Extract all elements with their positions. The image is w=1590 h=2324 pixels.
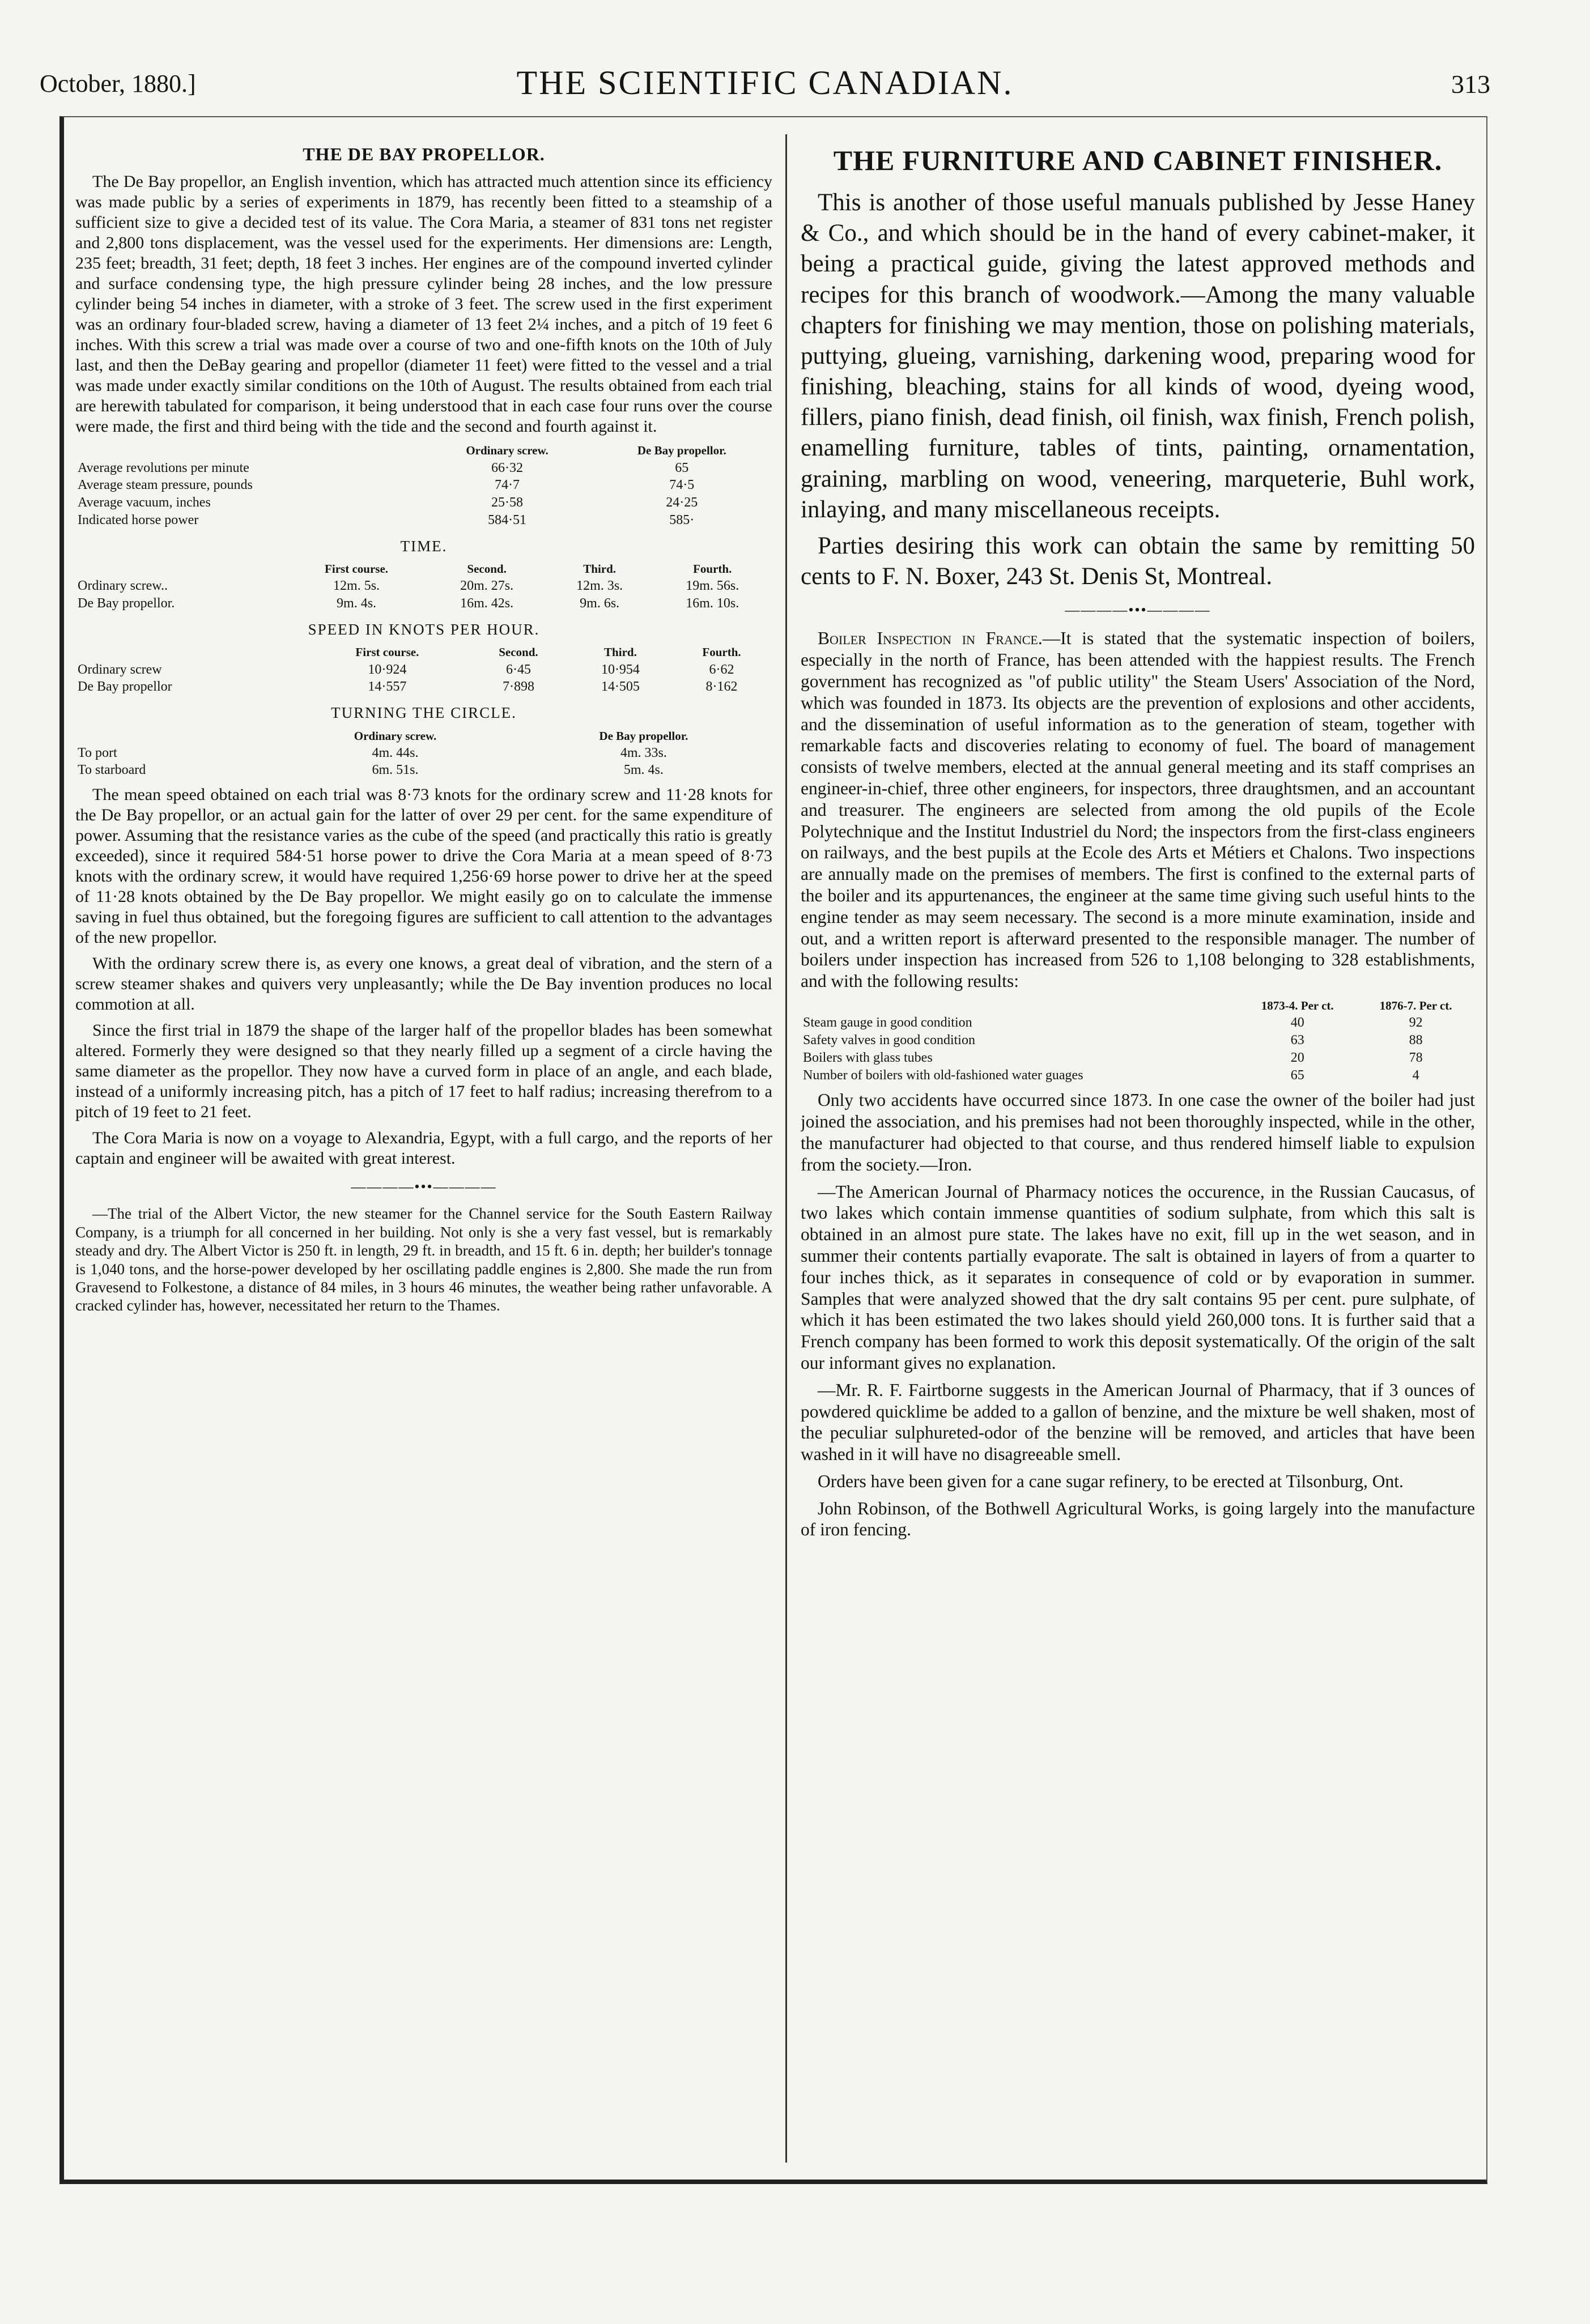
table-header-row <box>801 998 1475 1014</box>
table-cell: 10·954 <box>601 662 640 677</box>
table-cell: 6m. 51s. <box>372 763 419 778</box>
table-cell: Average revolutions per minute <box>78 460 249 475</box>
table-heading: TIME. <box>400 537 448 555</box>
table-cell: Indicated horse power <box>78 512 199 527</box>
column-header: Fourth. <box>693 562 732 576</box>
data-table <box>75 644 772 696</box>
column-header: Ordinary screw. <box>354 729 437 743</box>
paragraph: With the ordinary screw there is, as every one knows, a great deal of vibration, and the stern of a screw steamer shakes and quivers very unpleasantly; while the De Bay invention produces no local commotion at all. <box>75 954 772 1014</box>
table-row <box>801 1067 1475 1084</box>
table-cell: 25·58 <box>491 495 524 510</box>
table-cell: 7·898 <box>502 679 534 695</box>
table-cell: Steam gauge in good condition <box>803 1015 972 1031</box>
table-cell: 9m. 4s. <box>337 596 377 611</box>
paragraph: The mean speed obtained on each trial was 8·73 knots for the ordinary screw and 11·28 knots for the De Bay propellor, or an actual gain for the latter of over 29 per cent. for the same expenditure of power. Assuming that the resistance varies as the cube of the speed (and practically this ratio is greatly exceeded), since it required 584·51 horse power to drive the Cora Maria at a mean speed of 8·73 knots with the ordinary screw, it would have required 1,256·69 horse power to drive her at the speed of 11·28 knots obtained by the De Bay propellor. We might easily go on to calculate the immense saving in fuel thus obtained, but the foregoing figures are sufficient to call attention to the advantages of the new propellor. <box>75 785 772 947</box>
page-frame <box>59 116 1487 2184</box>
table-cell: 88 <box>1409 1032 1423 1048</box>
column-header: First course. <box>355 645 419 659</box>
table-cell: 20m. 27s. <box>460 578 514 594</box>
page-number: 313 <box>1451 70 1490 99</box>
paragraph: The Cora Maria is now on a voyage to Alexandria, Egypt, with a full cargo, and the reports of her captain and engineer will be awaited with great interest. <box>75 1129 772 1168</box>
paragraph: This is another of those useful manuals published by Jesse Haney & Co., and which should be in the hand of every cabinet-maker, it being a practical guide, giving the latest approved methods and recipes for this branch of woodwork.—Among the many valuable chapters for finishing we may mention, those on polishing materials, puttying, glueing, varnishing, darkening wood, preparing wood for finishing, bleaching, stains for all kinds of wood, dyeing wood, fillers, piano finish, dead finish, oil finish, wax finish, French polish, enamelling furniture, tables of tints, painting, ornamentation, graining, marbling on wood, veneering, marqueterie, Buhl work, inlaying, and many miscellaneous receipts. <box>801 189 1475 523</box>
column-header: De Bay propellor. <box>637 444 726 458</box>
column-header: Second. <box>467 562 507 576</box>
table-cell: 65 <box>675 460 689 475</box>
column-header: 1873-4. Per ct. <box>1261 998 1334 1012</box>
table-cell: Ordinary screw <box>78 662 162 677</box>
column-header <box>75 644 308 661</box>
column-header <box>75 442 423 459</box>
column-header: De Bay propellor. <box>599 729 688 743</box>
table-cell: Number of boilers with old-fashioned water guages <box>803 1067 1083 1083</box>
paragraph <box>801 628 1475 992</box>
table-row <box>75 577 772 595</box>
paragraph: —The trial of the Albert Victor, the new steamer for the Channel service for the South Eastern Railway Company, is a triumph for all concerned in her building. Not only is she a very fast vessel, but is remarkably steady and dry. The Albert Victor is 250 ft. in length, 29 ft. in breadth, and 15 ft. 6 in. depth; her builder's tonnage is 1,040 tons, and the horse-power developed by her oscillating paddle engines is 2,800. She made the run from Gravesend to Folkestone, a distance of 84 miles, in 3 hours 46 minutes, the weather being rather unfavorable. A cracked cylinder has, however, necessitated her return to the Thames. <box>75 1205 772 1314</box>
column-header <box>801 998 1238 1014</box>
column-header: Third. <box>604 645 637 659</box>
table-cell: To port <box>78 745 117 760</box>
table-row <box>75 476 772 494</box>
paragraph: The De Bay propellor, an English invention, which has attracted much attention since its efficiency was made public by a series of experiments in 1879, has recently been fitted to a steamship of a sufficient size to give a decided test of its value. The Cora Maria, a steamer of 831 tons net register and 2,800 tons displacement, was the vessel used for the experiments. Her dimensions are: Length, 235 feet; breadth, 31 feet; depth, 18 feet 3 inches. Her engines are of the compound inverted cylinder and surface condensing type, the high pressure cylinder being 28 inches, and the low pressure cylinder being 54 inches in diameter, with a stroke of 3 feet. The screw used in the first experiment was an ordinary four-bladed screw, having a diameter of 13 feet 2¼ inches, and a pitch of 19 feet 6 inches. With this screw a trial was made over a course of two and one-fifth knots on the 10th of July last, and then the DeBay gearing and propellor (diameter 11 feet) were fitted to the vessel and a trial was made under exactly similar conditions on the 10th of August. The results obtained from each trial are herewith tabulated for comparison, it being understood that in each case four runs over the course were made, the first and third being with the tide and the second and fourth against it. <box>75 172 772 436</box>
table-cell: 63 <box>1290 1032 1304 1048</box>
table-cell: 16m. 10s. <box>686 596 739 611</box>
table-header-row <box>75 728 772 744</box>
table-cell: 9m. 6s. <box>580 596 620 611</box>
table-cell: 66·32 <box>491 460 524 475</box>
column-header: Second. <box>499 645 538 659</box>
table-cell: 78 <box>1409 1050 1423 1065</box>
data-table <box>75 442 772 529</box>
column-header <box>75 728 275 744</box>
table-cell: Average steam pressure, pounds <box>78 478 253 493</box>
table-row <box>75 494 772 512</box>
table-cell: 12m. 5s. <box>333 578 380 594</box>
article-heading-furniture: THE FURNITURE AND CABINET FINISHER. <box>833 144 1443 176</box>
table-header-row <box>75 442 772 459</box>
paragraph: Since the first trial in 1879 the shape of the larger half of the propellor blades has been somewhat altered. Formerly they were designed so that they nearly filled up a segment of a circle having the same diameter as the propellor. They now have a curved form in place of an angle, and each blade, instead of a uniformly increasing pitch, has a pitch of 17 feet to half radius; increasing therefrom to a pitch of 19 feet to 21 feet. <box>75 1021 772 1122</box>
table-heading: TURNING THE CIRCLE. <box>331 704 517 722</box>
table-cell: 65 <box>1290 1067 1304 1083</box>
table-header-row <box>75 561 772 577</box>
column-divider <box>785 134 787 2163</box>
table-row <box>75 661 772 679</box>
right-column <box>801 140 1475 2163</box>
paragraph: Orders have been given for a cane sugar refinery, to be erected at Tilsonburg, Ont. <box>818 1471 1404 1491</box>
table-cell: 585· <box>669 512 695 527</box>
table-row <box>801 1014 1475 1032</box>
table-cell: De Bay propellor. <box>78 596 175 611</box>
table-cell: 74·7 <box>495 478 520 493</box>
table-cell: 40 <box>1290 1015 1304 1031</box>
paragraph: —The American Journal of Pharmacy notices the occurence, in the Russian Caucasus, of two lakes which contain immense quantities of sodium sulphate, from which this salt is obtained in an almost pure state. The lakes have no exit, fill up in the wet season, and in summer their contents partially evaporate. The salt is obtained in layers of from a quarter to four inches thick, as it separates in consequence of cold or by evaporation in summer. Samples that were analyzed showed that the dry salt contains 95 per cent. pure sulphate, of which it has been estimated the two lakes should yield 260,000 tons. It is further said that a French company has been formed to work this deposit systematically. Of the origin of the salt our informant gives no explanation. <box>801 1181 1475 1373</box>
issue-date: October, 1880.] <box>40 70 196 97</box>
table-row <box>801 1032 1475 1049</box>
table-heading: SPEED IN KNOTS PER HOUR. <box>308 620 540 638</box>
table-cell: Ordinary screw.. <box>78 578 168 594</box>
data-table <box>75 728 772 780</box>
table-cell: 5m. 4s. <box>623 763 664 778</box>
left-column <box>75 140 772 2163</box>
column-header: Third. <box>583 562 617 576</box>
table-row <box>75 744 772 762</box>
lead-in: Boiler Inspection in France. <box>818 628 1043 649</box>
publication-title: THE SCIENTIFIC CANADIAN. <box>516 64 1014 101</box>
table-row <box>75 595 772 612</box>
table-cell: 6·45 <box>505 662 531 677</box>
table-cell: 8·162 <box>705 679 738 695</box>
table-cell: 14·557 <box>368 679 407 695</box>
page-header <box>40 61 1490 112</box>
column-header <box>75 561 286 577</box>
table-cell: 4 <box>1412 1067 1419 1083</box>
table-row <box>801 1049 1475 1067</box>
table-cell: 20 <box>1290 1050 1304 1065</box>
column-header: 1876-7. Per ct. <box>1379 998 1452 1012</box>
paragraph: —Mr. R. F. Fairtborne suggests in the American Journal of Pharmacy, that if 3 ounces of powdered quicklime be added to a gallon of benzine, and the mixture be well shaken, most of the peculiar sulphureted-odor of the benzine will be removed, and articles that have been washed in it will have no disagreeable smell. <box>801 1380 1475 1465</box>
paragraph: John Robinson, of the Bothwell Agricultural Works, is going largely into the manufacture of iron fencing. <box>801 1498 1475 1540</box>
column-header: Ordinary screw. <box>466 444 549 458</box>
table-row <box>75 761 772 779</box>
column-header: Fourth. <box>702 645 741 659</box>
table-cell: Safety valves in good condition <box>803 1032 975 1048</box>
data-table <box>801 998 1475 1084</box>
table-cell: 4m. 33s. <box>620 745 667 760</box>
table-cell: 6·62 <box>709 662 734 677</box>
table-cell: Boilers with glass tubes <box>803 1050 933 1065</box>
section-divider: ————•••———— <box>351 1178 497 1195</box>
table-header-row <box>75 644 772 661</box>
table-cell: 12m. 3s. <box>576 578 623 594</box>
table-cell: 74·5 <box>669 478 695 493</box>
paragraph: Only two accidents have occurred since 1873. In one case the owner of the boiler had just joined the association, and his premises had not been thoroughly inspected, while in the other, the manufacturer had objected to that course, and thus rendered himself liable to expulsion from the society.—Iron. <box>801 1090 1475 1174</box>
paragraph-text: —It is stated that the systematic inspection of boilers, especially in the north of France, has been attended with the happiest results. The French government has recognized as "of public utility" the Steam Users' Association of the Nord, which was founded in 1873. Its objects are the prevention of explosions and other accidents, and the dissemination of useful information as to the generation of steam, together with remarkable facts and discoveries relating to economy of fuel. The board of management consists of twelve members, elected at the annual general meeting and its staff comprises an engineer-in-chief, three other engineers, for inspectors, three draughtsmen, and an accountant and treasurer. The engineers are selected from among the old pupils of the Ecole Polytechnique and the Institut Industriel du Nord; the inspectors from the first-class engineers on railways, and the best pupils at the Ecole des Arts et Métiers et Chalons. Two inspections are annually made on the premises of members. The first is confined to the external parts of the boiler and its appurtenances, the engineer at the same time giving such useful hints to the engine tender as may seem necessary. The second is a more minute examination, inside and out, and a written report is afterward presented to the responsible manager. The number of boilers under inspection has increased from 526 to 1,108 belonging to 328 establishments, and with the following results: <box>801 628 1475 991</box>
paragraph: Parties desiring this work can obtain the same by remitting 50 cents to F. N. Boxer, 243 St. Denis St, Montreal. <box>801 532 1475 590</box>
table-cell: 584·51 <box>488 512 527 527</box>
data-table <box>75 561 772 612</box>
table-row <box>75 459 772 477</box>
table-cell: 10·924 <box>368 662 407 677</box>
article-heading-de-bay: THE DE BAY PROPELLOR. <box>303 144 545 164</box>
column-header: First course. <box>325 562 389 576</box>
table-row <box>75 678 772 696</box>
table-cell: To starboard <box>78 763 146 778</box>
table-cell: 24·25 <box>666 495 698 510</box>
table-cell: 92 <box>1409 1015 1423 1031</box>
table-cell: De Bay propellor <box>78 679 172 695</box>
table-cell: 14·505 <box>601 679 640 695</box>
table-cell: 16m. 42s. <box>460 596 514 611</box>
section-divider: ————•••———— <box>1065 602 1211 619</box>
table-row <box>75 512 772 529</box>
table-cell: 19m. 56s. <box>686 578 739 594</box>
table-cell: 4m. 44s. <box>372 745 419 760</box>
table-cell: Average vacuum, inches <box>78 495 211 510</box>
